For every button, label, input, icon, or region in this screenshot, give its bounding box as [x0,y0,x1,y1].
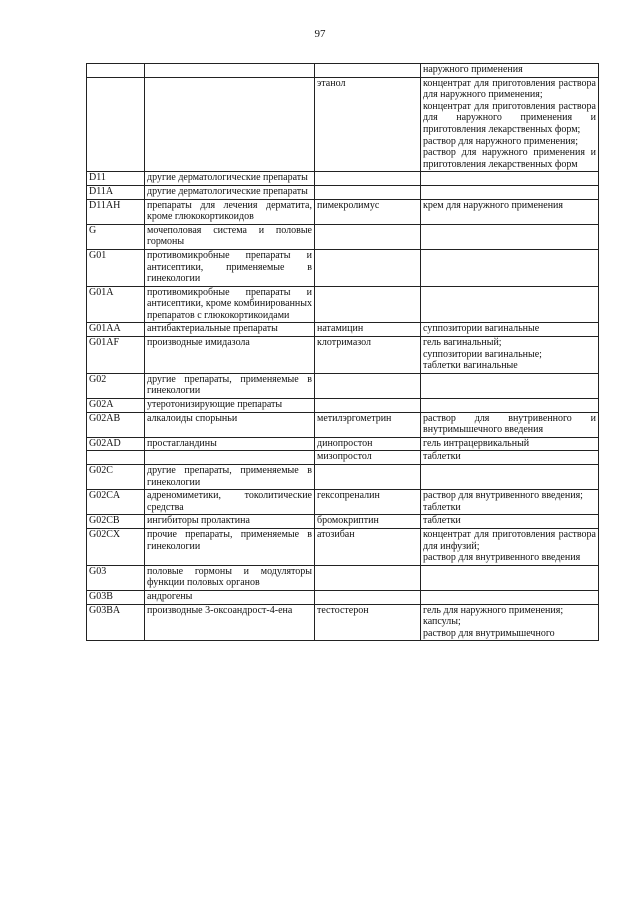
drug-name-cell [315,465,421,490]
group-name-cell [145,451,315,465]
dosage-form-item: суппозитории вагинальные [423,323,540,335]
dosage-form-item: раствор для наружного применения; [423,135,579,147]
atc-code-cell: G [87,224,145,249]
group-name-cell: производные имидазола [145,337,315,374]
atc-code-cell [87,451,145,465]
table-row [87,373,599,398]
atc-code-cell: G02CX [87,528,145,565]
group-name-cell: противомикробные препараты и антисептики, кроме комбинированных препаратов с глюкокортикоидами [145,286,315,323]
atc-code-cell: D11A [87,185,145,199]
table-row [87,604,599,641]
dosage-form-item: таблетки [423,451,461,463]
table-row [87,323,599,337]
table-row [87,465,599,490]
dosage-form-cell [421,323,599,337]
dosage-form-item: концентрат для приготовления раствора для наружного применения; [423,77,596,101]
dosage-form-item: капсулы; [423,616,461,628]
dosage-form-cell [421,515,599,529]
drug-name-cell [315,399,421,413]
group-name-cell: половые гормоны и модуляторы функции половых органов [145,565,315,590]
table-row [87,77,599,172]
dosage-form-cell [421,528,599,565]
drug-name-cell [315,565,421,590]
drug-name-cell [315,185,421,199]
table-row [87,337,599,374]
dosage-form-item: таблетки вагинальные [423,360,518,372]
group-name-cell: препараты для лечения дерматита, кроме глюкокортикоидов [145,199,315,224]
table-row [87,224,599,249]
drug-name-cell: динопростон [315,437,421,451]
group-name-cell: алкалоиды спорыньи [145,412,315,437]
table-row [87,490,599,515]
group-name-cell: прочие препараты, применяемые в гинекологии [145,528,315,565]
table-row [87,399,599,413]
dosage-form-item: концентрат для приготовления раствора для инфузий; [423,528,596,552]
dosage-form-item: гель вагинальный; [423,337,502,349]
atc-code-cell [87,64,145,78]
table-row [87,412,599,437]
atc-code-cell: G03 [87,565,145,590]
drug-name-cell: натамицин [315,323,421,337]
group-name-cell: другие дерматологические препараты [145,172,315,186]
atc-code-cell: G01 [87,249,145,286]
group-name-cell: мочеполовая система и половые гормоны [145,224,315,249]
dosage-form-cell [421,185,599,199]
table-row [87,286,599,323]
atc-code-cell: D11AH [87,199,145,224]
atc-code-cell: G01AF [87,337,145,374]
dosage-form-item: раствор для внутривенного введения [423,552,581,564]
dosage-form-cell [421,199,599,224]
drug-name-cell [315,373,421,398]
dosage-form-cell [421,64,599,78]
dosage-form-item: раствор для наружного применения и приготовления лекарственных форм [423,147,596,170]
group-name-cell [145,64,315,78]
table-row [87,172,599,186]
dosage-form-cell [421,412,599,437]
atc-code-cell: G02AB [87,412,145,437]
dosage-form-cell [421,590,599,604]
atc-code-cell: G02 [87,373,145,398]
atc-code-cell: G02CA [87,490,145,515]
atc-code-cell: G02C [87,465,145,490]
drug-name-cell [315,224,421,249]
drug-name-cell [315,64,421,78]
dosage-form-cell [421,337,599,374]
group-name-cell: андрогены [145,590,315,604]
drug-name-cell: этанол [315,77,421,172]
table-row [87,528,599,565]
dosage-form-item: раствор для внутривенного и внутримышечного введения [423,412,596,436]
dosage-form-cell [421,249,599,286]
drug-name-cell [315,172,421,186]
atc-code-cell: D11 [87,172,145,186]
dosage-form-item: крем для наружного применения [423,199,564,211]
dosage-form-cell [421,490,599,515]
atc-code-cell: G01A [87,286,145,323]
dosage-form-cell [421,437,599,451]
dosage-form-item: гель интрацервикальный [423,437,530,449]
group-name-cell: другие препараты, применяемые в гинекологии [145,373,315,398]
dosage-form-cell [421,399,599,413]
group-name-cell: производные 3-оксоандрост-4-ена [145,604,315,641]
group-name-cell: антибактериальные препараты [145,323,315,337]
dosage-form-item: гель для наружного применения; [423,604,564,616]
dosage-form-item: таблетки [423,515,461,527]
drug-name-cell [315,286,421,323]
drug-name-cell [315,249,421,286]
atc-code-cell: G02A [87,399,145,413]
dosage-form-item: раствор для внутривенного введения; [423,490,583,502]
dosage-form-cell [421,565,599,590]
table-body [87,64,599,641]
drug-name-cell: метилэргометрин [315,412,421,437]
dosage-form-cell [421,172,599,186]
table-row [87,249,599,286]
drug-name-cell: гексопреналин [315,490,421,515]
drug-classification-table [86,63,599,641]
dosage-form-cell [421,465,599,490]
drug-name-cell: бромокриптин [315,515,421,529]
dosage-form-item: суппозитории вагинальные; [423,348,542,360]
atc-code-cell: G02AD [87,437,145,451]
drug-name-cell: атозибан [315,528,421,565]
table-row [87,185,599,199]
table-row [87,515,599,529]
dosage-form-cell [421,77,599,172]
table-row [87,437,599,451]
dosage-form-cell [421,286,599,323]
table-row [87,451,599,465]
group-name-cell: простагландины [145,437,315,451]
atc-code-cell: G01AA [87,323,145,337]
group-name-cell: противомикробные препараты и антисептики, применяемые в гинекологии [145,249,315,286]
table-row [87,565,599,590]
drug-name-cell: тестостерон [315,604,421,641]
group-name-cell: ингибиторы пролактина [145,515,315,529]
atc-code-cell [87,77,145,172]
dosage-form-item: концентрат для приготовления раствора для наружного применения и приготовления лекарственных форм; [423,100,596,135]
drug-name-cell: мизопростол [315,451,421,465]
table-row [87,590,599,604]
group-name-cell: другие дерматологические препараты [145,185,315,199]
group-name-cell: другие препараты, применяемые в гинекологии [145,465,315,490]
drug-name-cell: клотримазол [315,337,421,374]
group-name-cell [145,77,315,172]
group-name-cell: утеротонизирующие препараты [145,399,315,413]
atc-code-cell: G03BA [87,604,145,641]
dosage-form-item: таблетки [423,501,461,513]
drug-name-cell: пимекролимус [315,199,421,224]
table-row [87,199,599,224]
dosage-form-cell [421,451,599,465]
dosage-form-cell [421,224,599,249]
dosage-form-item: раствор для внутримышечного [423,627,555,639]
dosage-form-cell [421,373,599,398]
table-row [87,64,599,78]
atc-code-cell: G03B [87,590,145,604]
page-number: 97 [314,28,326,40]
atc-code-cell: G02CB [87,515,145,529]
drug-name-cell [315,590,421,604]
dosage-form-cell [421,604,599,641]
dosage-form-item: наружного применения [423,64,523,75]
group-name-cell: адреномиметики, токолитические средства [145,490,315,515]
